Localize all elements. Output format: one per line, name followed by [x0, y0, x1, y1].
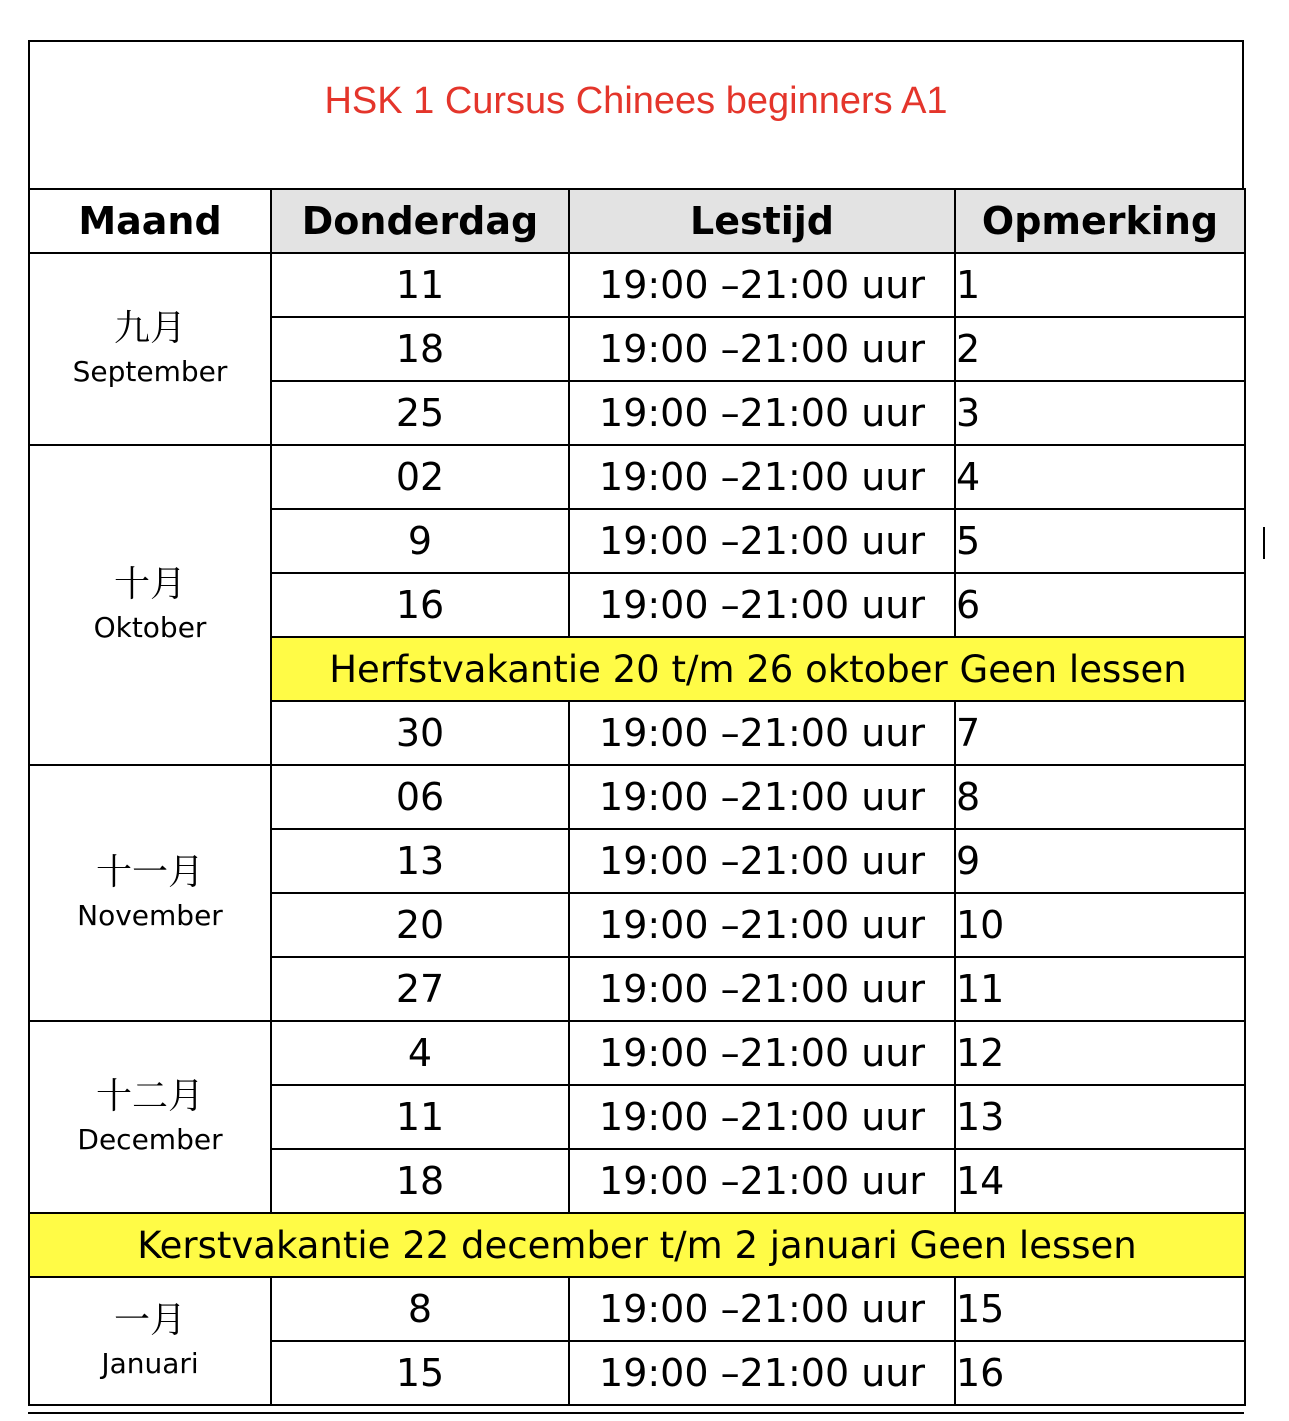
- note-cell: 2: [955, 317, 1245, 381]
- note-cell: 12: [955, 1021, 1245, 1085]
- time-cell: 19:00 –21:00 uur: [569, 381, 955, 445]
- table-row: [29, 253, 1245, 317]
- text-cursor: [1263, 527, 1265, 559]
- month-cell-december: [29, 1021, 271, 1213]
- title-box: [28, 40, 1244, 188]
- time-cell: 19:00 –21:00 uur: [569, 1341, 955, 1405]
- time-cell: 19:00 –21:00 uur: [569, 509, 955, 573]
- table-row: [29, 1277, 1245, 1341]
- note-cell: 3: [955, 381, 1245, 445]
- time-cell: 19:00 –21:00 uur: [569, 893, 955, 957]
- month-chinese: 十二月: [95, 1076, 204, 1117]
- note-cell: 7: [955, 701, 1245, 765]
- day-cell: 18: [271, 1149, 569, 1213]
- note-cell: 6: [955, 573, 1245, 637]
- time-cell: 19:00 –21:00 uur: [569, 317, 955, 381]
- time-cell: 19:00 –21:00 uur: [569, 573, 955, 637]
- time-cell: 19:00 –21:00 uur: [569, 765, 955, 829]
- note-cell: 5: [955, 509, 1245, 573]
- holiday-banner-autumn: Herfstvakantie 20 t/m 26 oktober Geen lessen: [271, 637, 1245, 701]
- month-dutch: November: [77, 899, 223, 932]
- month-dutch: Januari: [101, 1347, 199, 1380]
- month-cell-september: [29, 253, 271, 445]
- day-cell: 15: [271, 1341, 569, 1405]
- header-time: Lestijd: [569, 189, 955, 253]
- month-chinese: 九月: [113, 308, 186, 349]
- day-cell: 4: [271, 1021, 569, 1085]
- month-cell-november: [29, 765, 271, 1021]
- day-cell: 11: [271, 253, 569, 317]
- day-cell: 02: [271, 445, 569, 509]
- time-cell: 19:00 –21:00 uur: [569, 701, 955, 765]
- note-cell: 8: [955, 765, 1245, 829]
- month-dutch: September: [72, 355, 228, 388]
- time-cell: 19:00 –21:00 uur: [569, 957, 955, 1021]
- month-dutch: Oktober: [93, 611, 207, 644]
- table-row: [29, 765, 1245, 829]
- note-cell: 4: [955, 445, 1245, 509]
- day-cell: 25: [271, 381, 569, 445]
- month-cell-januari: [29, 1277, 271, 1405]
- month-dutch: December: [77, 1123, 223, 1156]
- month-chinese: 十一月: [95, 852, 204, 893]
- note-cell: 10: [955, 893, 1245, 957]
- day-cell: 13: [271, 829, 569, 893]
- day-cell: 20: [271, 893, 569, 957]
- schedule-document: [28, 40, 1244, 1406]
- note-cell: 16: [955, 1341, 1245, 1405]
- note-cell: 15: [955, 1277, 1245, 1341]
- table-row: [29, 1021, 1245, 1085]
- bottom-rule: [28, 1412, 1244, 1414]
- note-cell: 13: [955, 1085, 1245, 1149]
- month-chinese: 十月: [113, 564, 186, 605]
- day-cell: 8: [271, 1277, 569, 1341]
- table-row: [29, 445, 1245, 509]
- day-cell: 30: [271, 701, 569, 765]
- note-cell: 14: [955, 1149, 1245, 1213]
- month-cell-oktober: [29, 445, 271, 765]
- holiday-row-christmas: [29, 1213, 1245, 1277]
- time-cell: 19:00 –21:00 uur: [569, 1149, 955, 1213]
- time-cell: 19:00 –21:00 uur: [569, 829, 955, 893]
- header-day: Donderdag: [271, 189, 569, 253]
- day-cell: 27: [271, 957, 569, 1021]
- document-title: HSK 1 Cursus Chinees beginners A1: [324, 80, 948, 122]
- time-cell: 19:00 –21:00 uur: [569, 445, 955, 509]
- time-cell: 19:00 –21:00 uur: [569, 1085, 955, 1149]
- time-cell: 19:00 –21:00 uur: [569, 253, 955, 317]
- day-cell: 16: [271, 573, 569, 637]
- header-row: [29, 189, 1245, 253]
- note-cell: 11: [955, 957, 1245, 1021]
- holiday-banner-christmas: Kerstvakantie 22 december t/m 2 januari Geen lessen: [29, 1213, 1245, 1277]
- time-cell: 19:00 –21:00 uur: [569, 1277, 955, 1341]
- note-cell: 9: [955, 829, 1245, 893]
- schedule-table: [28, 188, 1246, 1406]
- day-cell: 18: [271, 317, 569, 381]
- day-cell: 9: [271, 509, 569, 573]
- month-chinese: 一月: [113, 1300, 186, 1341]
- day-cell: 11: [271, 1085, 569, 1149]
- header-note: Opmerking: [955, 189, 1245, 253]
- day-cell: 06: [271, 765, 569, 829]
- header-month: Maand: [29, 189, 271, 253]
- note-cell: 1: [955, 253, 1245, 317]
- time-cell: 19:00 –21:00 uur: [569, 1021, 955, 1085]
